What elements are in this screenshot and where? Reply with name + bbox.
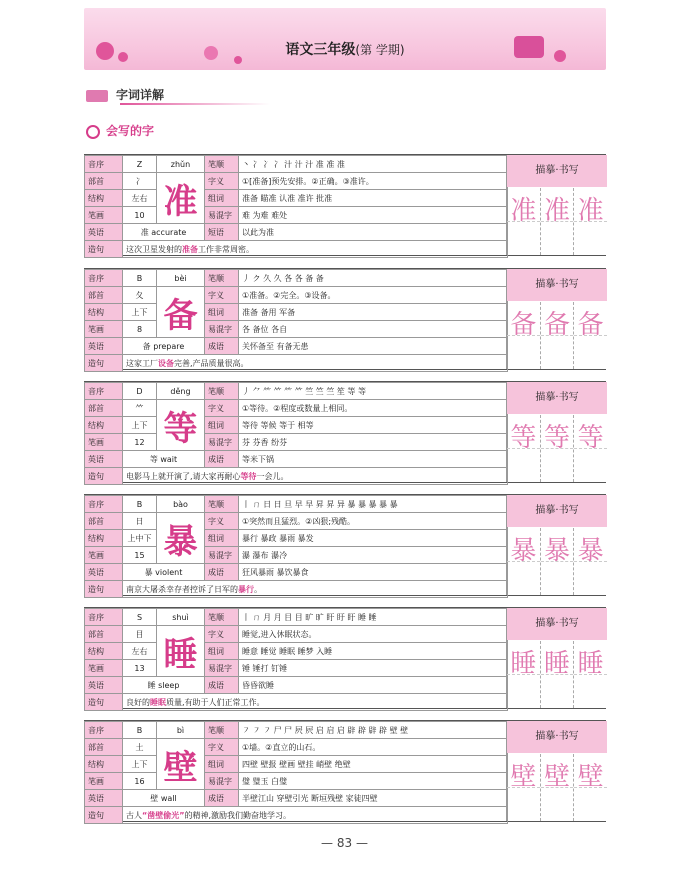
sentence [123, 241, 508, 258]
label-confusable: 易混字 [205, 547, 239, 564]
tracing-grid[interactable] [507, 302, 607, 369]
label-stroke-order: 笔顺 [205, 156, 239, 173]
label-structure: 结构 [85, 643, 123, 660]
confusable: 芬 芬香 纷芬 [239, 434, 508, 451]
sentence-post: 质量,有助于人们正常工作。 [166, 697, 265, 707]
label-radical: 部首 [85, 513, 123, 530]
tracing-cell[interactable]: 暴 [507, 528, 541, 595]
tracing-cell[interactable]: 准 [574, 188, 607, 255]
label-confusable: 易混字 [205, 321, 239, 338]
tracing-cell[interactable]: 睡 [507, 641, 541, 708]
label-english: 英语 [85, 677, 123, 694]
phrase: 半壁江山 穿壁引光 断垣残壁 家徒四壁 [239, 790, 508, 807]
structure: 左右 [123, 643, 157, 660]
order-letter: B [123, 270, 157, 287]
sentence [123, 581, 508, 598]
meaning: ①突然而且猛烈。②凶狠;残酷。 [239, 513, 508, 530]
sentence-highlight: 等待 [240, 471, 257, 481]
label-sentence: 造句 [85, 581, 123, 598]
label-sentence: 造句 [85, 355, 123, 372]
label-strokes: 笔画 [85, 660, 123, 677]
stroke-sequence: 丨 ㄇ 月 月 目 目 旷 旷 盱 盱 盱 睡 睡 [239, 609, 508, 626]
label-words: 组词 [205, 643, 239, 660]
label-order: 音序 [85, 609, 123, 626]
confusable: 锤 锤打 钉锤 [239, 660, 508, 677]
structure: 上下 [123, 417, 157, 434]
words: 准备 瞄准 认准 准许 批准 [239, 190, 508, 207]
confusable: 难 为难 难处 [239, 207, 508, 224]
radical: ⺮ [123, 400, 157, 417]
radical: 夂 [123, 287, 157, 304]
tracing-cell[interactable]: 暴 [541, 528, 575, 595]
practice-area [506, 721, 607, 821]
english: 睡 sleep [123, 677, 205, 694]
meaning: ①墙。②直立的山石。 [239, 739, 508, 756]
label-structure: 结构 [85, 190, 123, 207]
main-character: 睡 [157, 626, 205, 677]
stroke-sequence: 丿 ⺈ ⺮ ⺮ ⺮ ⺮ 竺 竺 竺 笙 等 等 [239, 383, 508, 400]
phrase: 以此为准 [239, 224, 508, 241]
tracing-cell[interactable]: 壁 [574, 754, 607, 821]
label-radical: 部首 [85, 739, 123, 756]
label-sentence: 造句 [85, 807, 123, 824]
label-radical: 部首 [85, 287, 123, 304]
meaning: ①准备。②完全。③设备。 [239, 287, 508, 304]
practice-area [506, 495, 607, 595]
tracing-cell[interactable]: 准 [541, 188, 575, 255]
sentence [123, 807, 508, 824]
label-meaning: 字义 [205, 513, 239, 530]
pinyin: bì [157, 722, 205, 739]
tracing-grid[interactable] [507, 415, 607, 482]
main-character: 准 [157, 173, 205, 224]
stroke-sequence: 丨 ㄇ 日 日 旦 早 早 昇 昇 异 暴 暴 暴 暴 暴 [239, 496, 508, 513]
meaning: 睡觉,进入休眠状态。 [239, 626, 508, 643]
radical: 日 [123, 513, 157, 530]
words: 睡意 睡觉 睡眠 睡梦 入睡 [239, 643, 508, 660]
confusable: 璧 璧玉 白璧 [239, 773, 508, 790]
label-english: 英语 [85, 338, 123, 355]
label-words: 组词 [205, 417, 239, 434]
sentence [123, 355, 508, 372]
magnifier-icon [86, 125, 100, 139]
english: 暴 violent [123, 564, 205, 581]
sentence-highlight: 准备 [182, 244, 198, 254]
tracing-cell[interactable]: 备 [507, 302, 541, 369]
radical: 土 [123, 739, 157, 756]
sentence-pre: 这次卫星发射的 [126, 244, 182, 254]
sentence-post: 。 [254, 584, 262, 594]
label-stroke-order: 笔顺 [205, 722, 239, 739]
card-table [84, 495, 508, 598]
label-structure: 结构 [85, 417, 123, 434]
sentence-pre: 南京大屠杀幸存者控诉了日军的 [126, 584, 238, 594]
phrase: 关怀备至 有备无患 [239, 338, 508, 355]
tracing-grid[interactable] [507, 528, 607, 595]
label-confusable: 易混字 [205, 207, 239, 224]
label-order: 音序 [85, 270, 123, 287]
sentence-post: 的精神,激励我们勤奋地学习。 [184, 810, 292, 820]
tracing-cell[interactable]: 壁 [507, 754, 541, 821]
label-meaning: 字义 [205, 400, 239, 417]
main-character: 等 [157, 400, 205, 451]
order-letter: D [123, 383, 157, 400]
divider [120, 103, 270, 105]
label-phrase: 短语 [205, 224, 239, 241]
label-strokes: 笔画 [85, 321, 123, 338]
stroke-sequence: 丿 ク 久 久 各 各 备 备 [239, 270, 508, 287]
label-order: 音序 [85, 383, 123, 400]
tracing-cell[interactable]: 等 [574, 415, 607, 482]
structure: 上下 [123, 756, 157, 773]
pinyin: shuì [157, 609, 205, 626]
sentence-post: 完善,产品质量很高。 [174, 358, 249, 368]
label-strokes: 笔画 [85, 773, 123, 790]
practice-area [506, 608, 607, 708]
label-sentence: 造句 [85, 694, 123, 711]
label-structure: 结构 [85, 530, 123, 547]
label-meaning: 字义 [205, 287, 239, 304]
label-confusable: 易混字 [205, 773, 239, 790]
sentence [123, 468, 508, 485]
card-table [84, 608, 508, 711]
structure: 上下 [123, 304, 157, 321]
words: 准备 备用 军备 [239, 304, 508, 321]
character-card [84, 154, 606, 256]
sentence-post: 工作非常周密。 [198, 244, 254, 254]
stroke-count: 12 [123, 434, 157, 451]
main-character: 壁 [157, 739, 205, 790]
label-confusable: 易混字 [205, 660, 239, 677]
english: 准 accurate [123, 224, 205, 241]
label-structure: 结构 [85, 756, 123, 773]
practice-area [506, 382, 607, 482]
label-phrase: 成语 [205, 451, 239, 468]
label-stroke-order: 笔顺 [205, 383, 239, 400]
card-table [84, 155, 508, 258]
label-words: 组词 [205, 530, 239, 547]
label-stroke-order: 笔顺 [205, 270, 239, 287]
tracing-grid[interactable] [507, 641, 607, 708]
section-label: 会写的字 [106, 124, 155, 138]
words: 等待 等候 等于 相等 [239, 417, 508, 434]
structure: 左右 [123, 190, 157, 207]
label-order: 音序 [85, 156, 123, 173]
stroke-sequence: ㇇ ㇇ ㇇ 尸 尸 屄 屄 启 启 启 辟 辟 辟 辟 壁 壁 [239, 722, 508, 739]
order-letter: B [123, 722, 157, 739]
label-phrase: 成语 [205, 338, 239, 355]
sentence-highlight: 暴行 [238, 584, 254, 594]
label-stroke-order: 笔顺 [205, 609, 239, 626]
order-letter: Z [123, 156, 157, 173]
tracing-cell[interactable]: 壁 [541, 754, 575, 821]
tracing-cell[interactable]: 备 [574, 302, 607, 369]
label-meaning: 字义 [205, 173, 239, 190]
tracing-cell[interactable]: 暴 [574, 528, 607, 595]
sentence-pre: 电影马上就开演了,请大家再耐心 [126, 471, 241, 481]
label-words: 组词 [205, 190, 239, 207]
practice-label: 描摹·书写 [507, 495, 607, 527]
label-radical: 部首 [85, 173, 123, 190]
label-english: 英语 [85, 790, 123, 807]
label-strokes: 笔画 [85, 434, 123, 451]
label-strokes: 笔画 [85, 547, 123, 564]
sentence-highlight: “凿壁偷光” [142, 810, 185, 820]
label-sentence: 造句 [85, 468, 123, 485]
label-phrase: 成语 [205, 790, 239, 807]
character-card [84, 494, 606, 596]
order-letter: S [123, 609, 157, 626]
tracing-grid[interactable] [507, 754, 607, 821]
stroke-count: 8 [123, 321, 157, 338]
label-confusable: 易混字 [205, 434, 239, 451]
english: 备 prepare [123, 338, 205, 355]
label-order: 音序 [85, 722, 123, 739]
card-table [84, 721, 508, 824]
sentence-highlight: 睡眠 [150, 697, 166, 707]
label-radical: 部首 [85, 400, 123, 417]
label-english: 英语 [85, 564, 123, 581]
tracing-grid[interactable] [507, 188, 607, 255]
sentence [123, 694, 508, 711]
section-heading-writing [86, 122, 154, 139]
words: 暴行 暴政 暴雨 暴发 [239, 530, 508, 547]
card-table [84, 269, 508, 372]
card-table [84, 382, 508, 485]
confusable: 瀑 瀑布 瀑冷 [239, 547, 508, 564]
structure: 上中下 [123, 530, 157, 547]
page-title [84, 39, 606, 59]
stroke-count: 15 [123, 547, 157, 564]
stroke-count: 13 [123, 660, 157, 677]
label-words: 组词 [205, 756, 239, 773]
pinyin: zhǔn [157, 156, 205, 173]
character-card [84, 268, 606, 370]
pinyin: bèi [157, 270, 205, 287]
meaning: ①等待。②程度或数量上相同。 [239, 400, 508, 417]
label-english: 英语 [85, 224, 123, 241]
character-card [84, 381, 606, 483]
stroke-count: 16 [123, 773, 157, 790]
main-character: 备 [157, 287, 205, 338]
stroke-sequence: 丶 冫 冫 冫 汁 汁 汁 准 准 准 [239, 156, 508, 173]
confusable: 各 备位 各自 [239, 321, 508, 338]
main-character: 暴 [157, 513, 205, 564]
books-icon [86, 90, 108, 102]
sentence-pre: 这家工厂 [126, 358, 158, 368]
label-sentence: 造句 [85, 241, 123, 258]
phrase: 狂风暴雨 暴饮暴食 [239, 564, 508, 581]
section-heading-vocab [86, 86, 164, 103]
english: 等 wait [123, 451, 205, 468]
stroke-count: 10 [123, 207, 157, 224]
tracing-cell[interactable]: 睡 [574, 641, 607, 708]
label-meaning: 字义 [205, 739, 239, 756]
label-radical: 部首 [85, 626, 123, 643]
tracing-cell[interactable]: 等 [541, 415, 575, 482]
label-meaning: 字义 [205, 626, 239, 643]
tracing-cell[interactable]: 等 [507, 415, 541, 482]
page-header [84, 8, 606, 70]
tracing-cell[interactable]: 备 [541, 302, 575, 369]
practice-label: 描摹·书写 [507, 269, 607, 301]
label-english: 英语 [85, 451, 123, 468]
words: 四壁 壁报 壁画 壁挂 峭壁 绝壁 [239, 756, 508, 773]
label-order: 音序 [85, 496, 123, 513]
pinyin: děng [157, 383, 205, 400]
label-stroke-order: 笔顺 [205, 496, 239, 513]
label-phrase: 成语 [205, 564, 239, 581]
title-main: 语文三年级 [285, 42, 356, 58]
label-phrase: 成语 [205, 677, 239, 694]
practice-area [506, 269, 607, 369]
sentence-pre: 古人 [126, 810, 142, 820]
label-strokes: 笔画 [85, 207, 123, 224]
meaning: ①[准备]预先安排。②正确。③准许。 [239, 173, 508, 190]
phrase: 等米下锅 [239, 451, 508, 468]
label-words: 组词 [205, 304, 239, 321]
sentence-pre: 良好的 [126, 697, 150, 707]
sentence-highlight: 设备 [158, 358, 174, 368]
practice-label: 描摹·书写 [507, 721, 607, 753]
practice-area [506, 155, 607, 255]
label-structure: 结构 [85, 304, 123, 321]
pinyin: bào [157, 496, 205, 513]
radical: 目 [123, 626, 157, 643]
tracing-cell[interactable]: 睡 [541, 641, 575, 708]
phrase: 昏昏欲睡 [239, 677, 508, 694]
sentence-post: 一会儿。 [256, 471, 289, 481]
practice-label: 描摹·书写 [507, 608, 607, 640]
page-number: — 83 — [321, 836, 368, 850]
order-letter: B [123, 496, 157, 513]
character-card [84, 720, 606, 822]
tracing-cell[interactable]: 准 [507, 188, 541, 255]
title-sub: (第 学期) [355, 43, 405, 57]
character-card [84, 607, 606, 709]
section-label: 字词详解 [116, 88, 165, 102]
english: 壁 wall [123, 790, 205, 807]
practice-label: 描摹·书写 [507, 382, 607, 414]
radical: 冫 [123, 173, 157, 190]
practice-label: 描摹·书写 [507, 155, 607, 187]
